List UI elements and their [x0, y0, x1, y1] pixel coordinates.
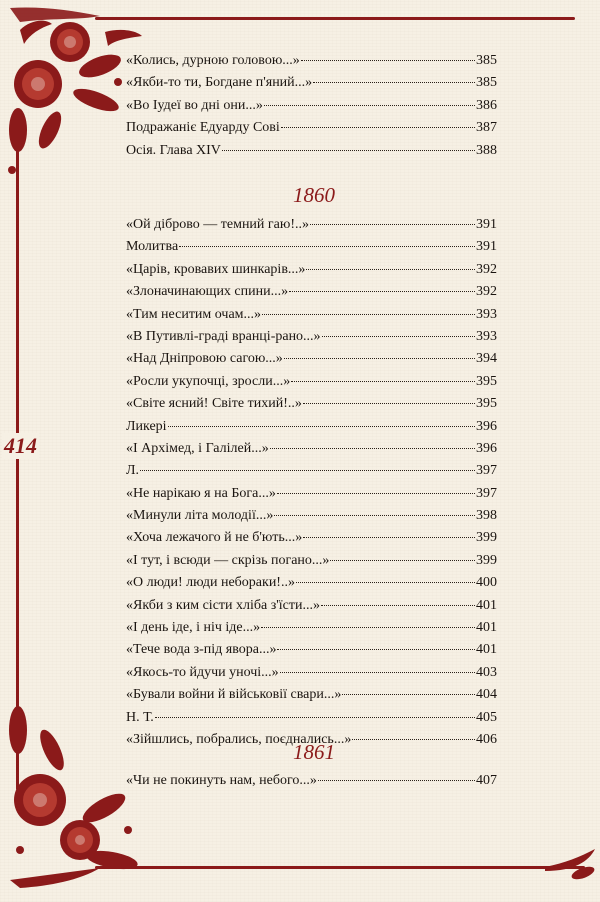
toc-entry[interactable] [126, 550, 497, 572]
dot-leader [277, 649, 475, 650]
toc-entry[interactable] [126, 393, 497, 415]
toc-entry[interactable] [126, 304, 497, 326]
entry-page: 395 [476, 396, 497, 412]
entry-title: «І день іде, і ніч іде...» [126, 620, 261, 636]
entry-page: 401 [476, 620, 497, 636]
toc-entry[interactable] [126, 259, 497, 281]
dot-leader [313, 82, 475, 83]
dot-leader [264, 105, 475, 106]
toc-section-1860 [126, 214, 497, 751]
toc-section-continuation [126, 50, 497, 162]
entry-title: «Бували войни й військовії свари...» [126, 687, 342, 703]
entry-title: «Минули літа молодії...» [126, 508, 274, 524]
dot-leader [321, 605, 475, 606]
entry-title: Л. [126, 463, 139, 479]
dot-leader [274, 515, 475, 516]
entry-title: «Якби-то ти, Богдане п'яний...» [126, 75, 313, 91]
toc-entry[interactable] [126, 438, 497, 460]
entry-title: «В Путивлі-граді вранці-рано...» [126, 328, 321, 344]
toc-entry[interactable] [126, 595, 497, 617]
entry-title: «Злоначинающих спини...» [126, 284, 289, 300]
ornament-bottom-right-icon [545, 845, 600, 885]
entry-title: «Тим неситим очам...» [126, 306, 262, 322]
year-label: 1860 [293, 183, 335, 207]
entry-page: 387 [476, 120, 497, 136]
entry-title: Н. Т. [126, 709, 154, 725]
entry-title: «Не нарікаю я на Бога...» [126, 485, 276, 501]
toc-entry[interactable] [126, 639, 497, 661]
entry-page: 396 [476, 440, 497, 456]
entry-page: 386 [476, 97, 497, 113]
dot-leader [168, 426, 475, 427]
entry-title: «Царів, кровавих шинкарів...» [126, 261, 306, 277]
entry-page: 393 [476, 306, 497, 322]
entry-title: Ликері [126, 418, 167, 434]
entry-page: 392 [476, 261, 497, 277]
entry-title: «І Архімед, і Галілей...» [126, 440, 269, 456]
top-border-line [95, 17, 575, 20]
toc-entry[interactable] [126, 527, 497, 549]
entry-page: 403 [476, 664, 497, 680]
dot-leader [140, 470, 475, 471]
toc-section-1861 [126, 770, 497, 792]
entry-page: 395 [476, 373, 497, 389]
dot-leader [270, 448, 475, 449]
toc-entry[interactable] [126, 326, 497, 348]
entry-page: 400 [476, 575, 497, 591]
dot-leader [222, 150, 475, 151]
dot-leader [262, 314, 475, 315]
entry-title: «Якось-то йдучи уночі...» [126, 664, 279, 680]
toc-entry[interactable] [126, 572, 497, 594]
entry-page: 392 [476, 284, 497, 300]
entry-title: «Тече вода з-під явора...» [126, 642, 277, 658]
entry-title: «О люди! люди небораки!..» [126, 575, 295, 591]
entry-title: «Над Дніпровою сагою...» [126, 351, 283, 367]
toc-entry[interactable] [126, 416, 497, 438]
entry-title: «Росли укупочці, зросли...» [126, 373, 291, 389]
entry-page: 397 [476, 463, 497, 479]
entry-page: 393 [476, 328, 497, 344]
entry-page: 391 [476, 217, 497, 232]
dot-leader [303, 537, 475, 538]
dot-leader [289, 291, 475, 292]
dot-leader [291, 381, 475, 382]
entry-title: «Якби з ким сісти хліба з'їсти...» [126, 597, 320, 613]
toc-entry[interactable] [126, 95, 497, 117]
entry-page: 396 [476, 418, 497, 434]
toc-entry[interactable] [126, 483, 497, 505]
dot-leader [306, 269, 475, 270]
dot-leader [280, 672, 475, 673]
dot-leader [301, 60, 475, 61]
entry-page: 405 [476, 709, 497, 725]
entry-title: Молитва [126, 239, 179, 255]
dot-leader [296, 582, 475, 583]
dot-leader [261, 627, 475, 628]
bottom-border-line [95, 866, 585, 869]
toc-entry[interactable] [126, 140, 497, 162]
entry-title: «Зійшлись, побрались, поєднались...» [126, 731, 352, 747]
dot-leader [330, 560, 475, 561]
entry-page: 397 [476, 485, 497, 501]
entry-title: «Колись, дурною головою...» [126, 53, 300, 68]
entry-page: 401 [476, 597, 497, 613]
year-heading-1860 [0, 183, 600, 208]
dot-leader [179, 246, 475, 247]
entry-title: «Чи не покинуть нам, небого...» [126, 773, 317, 788]
toc-entry[interactable] [126, 707, 497, 729]
toc-entry[interactable] [126, 117, 497, 139]
toc-entry[interactable] [126, 50, 497, 72]
toc-entry[interactable] [126, 281, 497, 303]
entry-page: 385 [476, 75, 497, 91]
dot-leader [281, 127, 475, 128]
toc-entry[interactable] [126, 348, 497, 370]
entry-title: «Світе ясний! Світе тихий!..» [126, 396, 302, 412]
toc-entry[interactable] [126, 72, 497, 94]
dot-leader [284, 358, 475, 359]
entry-page: 391 [476, 239, 497, 255]
year-label: 1861 [293, 740, 335, 764]
entry-page: 388 [476, 142, 497, 158]
entry-page: 399 [476, 530, 497, 546]
entry-title: Подражаніє Едуарду Сові [126, 120, 280, 136]
dot-leader [277, 493, 475, 494]
dot-leader [342, 694, 475, 695]
dot-leader [310, 224, 475, 225]
toc-entry[interactable] [126, 214, 497, 236]
toc-entry[interactable] [126, 236, 497, 258]
toc-entry[interactable] [126, 460, 497, 482]
entry-page: 401 [476, 642, 497, 658]
entry-title: Осія. Глава XIV [126, 142, 221, 158]
entry-title: «І тут, і всюди — скрізь погано...» [126, 552, 330, 568]
entry-page: 404 [476, 687, 497, 703]
dot-leader [318, 780, 475, 781]
entry-page: 385 [476, 53, 497, 68]
dot-leader [303, 403, 475, 404]
toc-entry[interactable] [126, 505, 497, 527]
page-number: 414 [4, 433, 37, 458]
entry-page: 406 [476, 731, 497, 747]
entry-title: «Хоча лежачого й не б'ють...» [126, 530, 303, 546]
toc-entry[interactable] [126, 617, 497, 639]
toc-entry[interactable] [126, 371, 497, 393]
dot-leader [322, 336, 475, 337]
entry-page: 398 [476, 508, 497, 524]
entry-page: 399 [476, 552, 497, 568]
entry-title: «Ой діброво — темний гаю!..» [126, 217, 309, 232]
entry-title: «Во Іудеї во дні они...» [126, 97, 263, 113]
toc-entry[interactable] [126, 770, 497, 792]
dot-leader [155, 717, 475, 718]
year-heading-1861 [0, 740, 600, 765]
entry-page: 407 [476, 773, 497, 788]
entry-page: 394 [476, 351, 497, 367]
toc-entry[interactable] [126, 684, 497, 706]
toc-entry[interactable] [126, 662, 497, 684]
